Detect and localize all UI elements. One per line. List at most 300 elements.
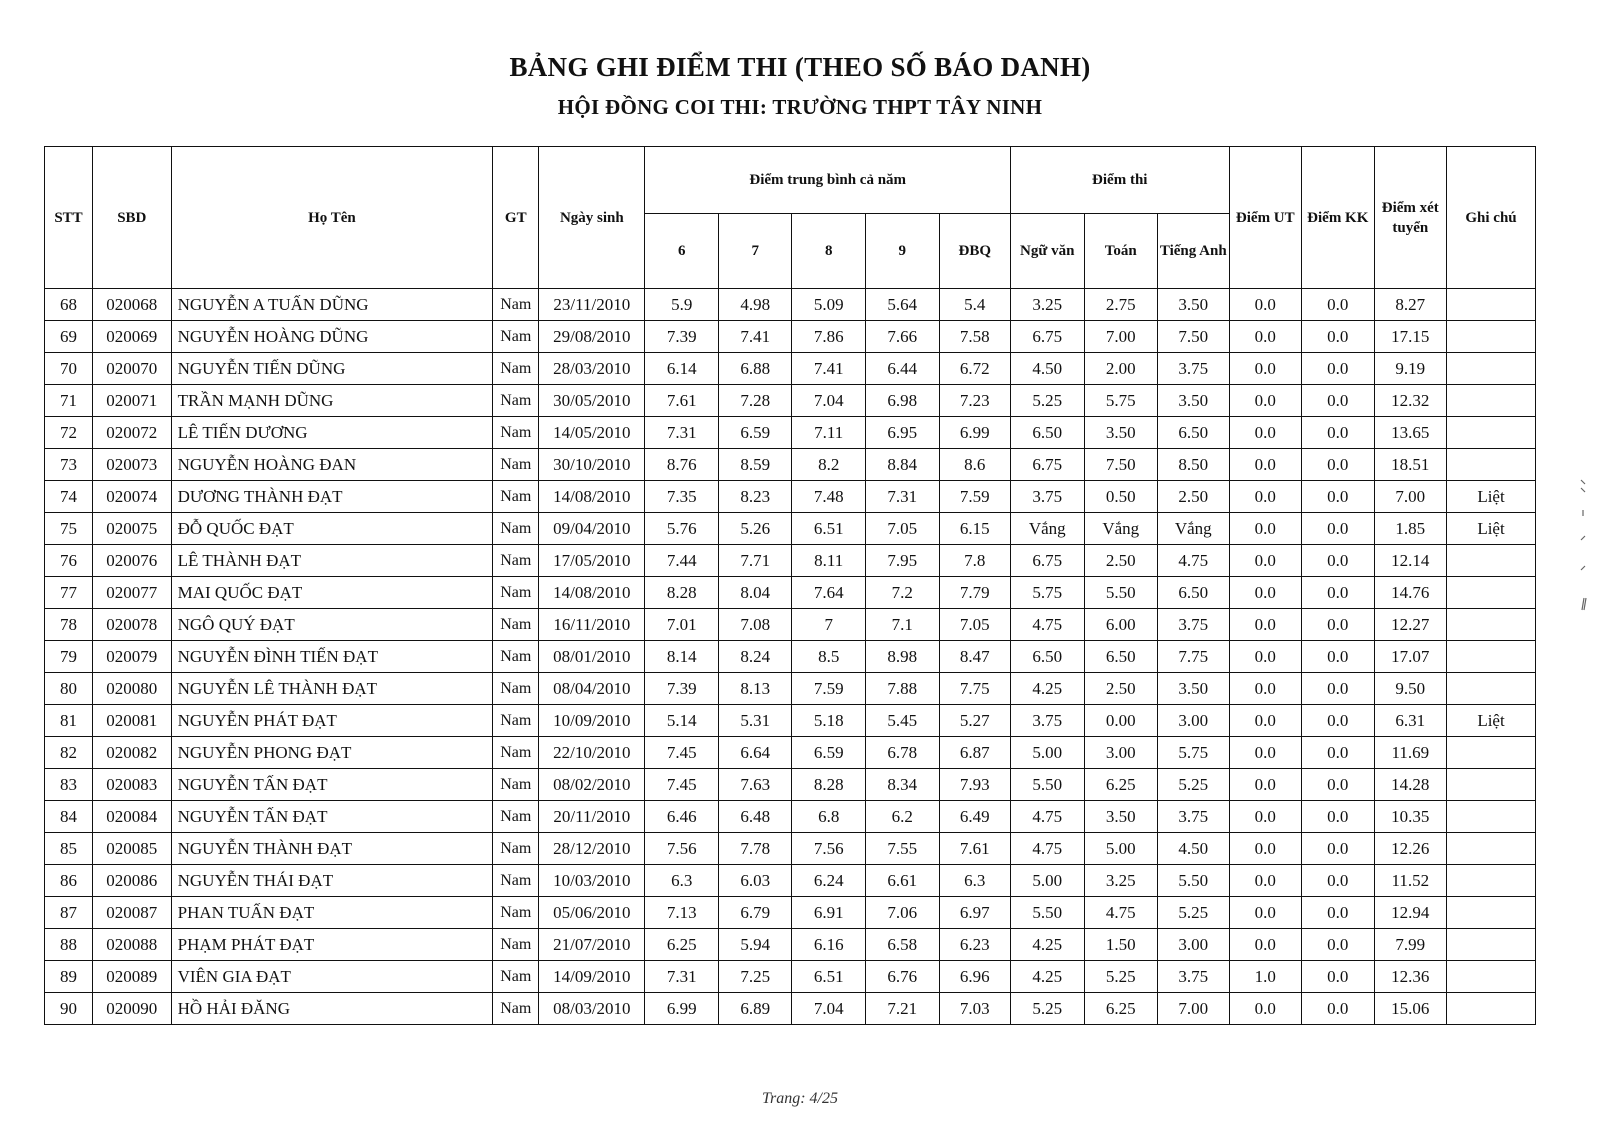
table-row <box>45 961 1536 993</box>
cell-sbd: 020068 <box>92 289 171 321</box>
cell-gt: Nam <box>493 961 539 993</box>
cell-ho-ten: NGUYỄN HOÀNG DŨNG <box>171 321 493 353</box>
cell-grade-6: 8.28 <box>645 577 719 609</box>
cell-gt: Nam <box>493 769 539 801</box>
cell-grade-7: 6.03 <box>718 865 792 897</box>
cell-ghi-chu <box>1447 321 1536 353</box>
cell-diem-xet-tuyen: 14.76 <box>1374 577 1447 609</box>
cell-diem-ut: 0.0 <box>1229 705 1302 737</box>
cell-diem-kk: 0.0 <box>1302 961 1375 993</box>
cell-toan: 1.50 <box>1084 929 1158 961</box>
cell-ghi-chu <box>1447 673 1536 705</box>
cell-diem-ut: 0.0 <box>1229 609 1302 641</box>
table-row <box>45 705 1536 737</box>
cell-grade-9: 7.95 <box>865 545 939 577</box>
cell-diem-kk: 0.0 <box>1302 897 1375 929</box>
cell-toan: 4.75 <box>1084 897 1158 929</box>
cell-dbq: 7.59 <box>939 481 1011 513</box>
cell-ngay-sinh: 08/02/2010 <box>539 769 645 801</box>
cell-grade-9: 7.66 <box>865 321 939 353</box>
cell-stt: 87 <box>45 897 93 929</box>
cell-tieng-anh: 7.75 <box>1158 641 1230 673</box>
cell-diem-ut: 0.0 <box>1229 833 1302 865</box>
cell-stt: 81 <box>45 705 93 737</box>
cell-gt: Nam <box>493 865 539 897</box>
cell-tieng-anh: 7.00 <box>1158 993 1230 1025</box>
cell-ngu-van: 3.25 <box>1011 289 1085 321</box>
cell-grade-9: 6.2 <box>865 801 939 833</box>
cell-grade-8: 8.28 <box>792 769 866 801</box>
cell-ngu-van: 3.75 <box>1011 705 1085 737</box>
cell-ngu-van: 5.50 <box>1011 897 1085 929</box>
table-row <box>45 481 1536 513</box>
cell-diem-ut: 0.0 <box>1229 801 1302 833</box>
scores-table <box>44 146 1536 1025</box>
cell-gt: Nam <box>493 417 539 449</box>
cell-grade-8: 6.8 <box>792 801 866 833</box>
cell-grade-8: 7.86 <box>792 321 866 353</box>
cell-ngu-van: 3.75 <box>1011 481 1085 513</box>
cell-ghi-chu <box>1447 609 1536 641</box>
cell-ngu-van: 5.25 <box>1011 385 1085 417</box>
table-row <box>45 321 1536 353</box>
header-stt: STT <box>45 147 93 289</box>
cell-ngu-van: Vắng <box>1011 513 1085 545</box>
table-row <box>45 385 1536 417</box>
cell-grade-8: 7.04 <box>792 385 866 417</box>
cell-diem-kk: 0.0 <box>1302 673 1375 705</box>
cell-tieng-anh: 2.50 <box>1158 481 1230 513</box>
table-row <box>45 353 1536 385</box>
cell-dbq: 7.79 <box>939 577 1011 609</box>
cell-diem-ut: 0.0 <box>1229 865 1302 897</box>
cell-grade-7: 6.89 <box>718 993 792 1025</box>
cell-ho-ten: NGUYỄN THÁI ĐẠT <box>171 865 493 897</box>
cell-grade-8: 6.16 <box>792 929 866 961</box>
cell-diem-xet-tuyen: 17.07 <box>1374 641 1447 673</box>
cell-diem-xet-tuyen: 12.26 <box>1374 833 1447 865</box>
table-row <box>45 545 1536 577</box>
cell-diem-kk: 0.0 <box>1302 609 1375 641</box>
page-number: Trang: 4/25 <box>761 1090 838 1107</box>
cell-diem-xet-tuyen: 13.65 <box>1374 417 1447 449</box>
cell-sbd: 020081 <box>92 705 171 737</box>
cell-diem-kk: 0.0 <box>1302 929 1375 961</box>
cell-ngay-sinh: 22/10/2010 <box>539 737 645 769</box>
cell-dbq: 7.05 <box>939 609 1011 641</box>
header-grade-7: 7 <box>718 214 792 289</box>
cell-grade-8: 6.91 <box>792 897 866 929</box>
cell-grade-6: 7.45 <box>645 769 719 801</box>
cell-gt: Nam <box>493 449 539 481</box>
cell-sbd: 020078 <box>92 609 171 641</box>
cell-sbd: 020087 <box>92 897 171 929</box>
cell-grade-8: 5.18 <box>792 705 866 737</box>
cell-grade-6: 6.3 <box>645 865 719 897</box>
cell-ngu-van: 6.75 <box>1011 449 1085 481</box>
cell-ghi-chu <box>1447 961 1536 993</box>
cell-toan: 5.25 <box>1084 961 1158 993</box>
cell-grade-6: 8.76 <box>645 449 719 481</box>
cell-stt: 71 <box>45 385 93 417</box>
cell-grade-7: 5.26 <box>718 513 792 545</box>
cell-grade-7: 6.79 <box>718 897 792 929</box>
header-sbd: SBD <box>92 147 171 289</box>
cell-diem-kk: 0.0 <box>1302 513 1375 545</box>
cell-ngay-sinh: 09/04/2010 <box>539 513 645 545</box>
cell-gt: Nam <box>493 833 539 865</box>
cell-diem-xet-tuyen: 6.31 <box>1374 705 1447 737</box>
cell-diem-xet-tuyen: 7.99 <box>1374 929 1447 961</box>
cell-toan: 3.25 <box>1084 865 1158 897</box>
cell-grade-8: 6.51 <box>792 513 866 545</box>
cell-sbd: 020083 <box>92 769 171 801</box>
cell-stt: 89 <box>45 961 93 993</box>
cell-grade-8: 6.51 <box>792 961 866 993</box>
header-ghi-chu: Ghi chú <box>1447 147 1536 289</box>
cell-ngu-van: 5.00 <box>1011 865 1085 897</box>
cell-diem-xet-tuyen: 10.35 <box>1374 801 1447 833</box>
cell-grade-8: 7 <box>792 609 866 641</box>
cell-gt: Nam <box>493 993 539 1025</box>
cell-tieng-anh: 3.75 <box>1158 801 1230 833</box>
cell-toan: 2.75 <box>1084 289 1158 321</box>
cell-gt: Nam <box>493 673 539 705</box>
cell-ngay-sinh: 20/11/2010 <box>539 801 645 833</box>
cell-grade-8: 6.24 <box>792 865 866 897</box>
cell-grade-7: 6.88 <box>718 353 792 385</box>
cell-diem-kk: 0.0 <box>1302 353 1375 385</box>
cell-grade-6: 7.44 <box>645 545 719 577</box>
cell-ho-ten: DƯƠNG THÀNH ĐẠT <box>171 481 493 513</box>
cell-ho-ten: LÊ THÀNH ĐẠT <box>171 545 493 577</box>
cell-grade-8: 8.5 <box>792 641 866 673</box>
cell-toan: 7.00 <box>1084 321 1158 353</box>
cell-dbq: 7.75 <box>939 673 1011 705</box>
cell-ghi-chu <box>1447 993 1536 1025</box>
cell-sbd: 020082 <box>92 737 171 769</box>
table-row <box>45 417 1536 449</box>
cell-ngu-van: 6.50 <box>1011 641 1085 673</box>
cell-ghi-chu <box>1447 417 1536 449</box>
cell-diem-ut: 0.0 <box>1229 449 1302 481</box>
cell-grade-6: 8.14 <box>645 641 719 673</box>
cell-dbq: 7.61 <box>939 833 1011 865</box>
cell-gt: Nam <box>493 353 539 385</box>
cell-stt: 90 <box>45 993 93 1025</box>
cell-grade-7: 5.94 <box>718 929 792 961</box>
cell-ngu-van: 6.75 <box>1011 545 1085 577</box>
cell-grade-8: 7.56 <box>792 833 866 865</box>
cell-ngu-van: 4.25 <box>1011 929 1085 961</box>
cell-ngay-sinh: 14/08/2010 <box>539 577 645 609</box>
cell-sbd: 020073 <box>92 449 171 481</box>
cell-grade-7: 7.63 <box>718 769 792 801</box>
cell-grade-6: 7.56 <box>645 833 719 865</box>
cell-diem-ut: 0.0 <box>1229 577 1302 609</box>
header-ngay-sinh: Ngày sinh <box>539 147 645 289</box>
cell-grade-9: 8.34 <box>865 769 939 801</box>
cell-grade-7: 8.13 <box>718 673 792 705</box>
cell-grade-7: 8.59 <box>718 449 792 481</box>
cell-grade-9: 7.88 <box>865 673 939 705</box>
cell-grade-6: 6.14 <box>645 353 719 385</box>
cell-ho-ten: NGUYỄN LÊ THÀNH ĐẠT <box>171 673 493 705</box>
cell-grade-8: 7.04 <box>792 993 866 1025</box>
header-diem-ut: Điểm UT <box>1229 147 1302 289</box>
cell-tieng-anh: 3.50 <box>1158 673 1230 705</box>
cell-dbq: 7.58 <box>939 321 1011 353</box>
header-dbq: ĐBQ <box>939 214 1011 289</box>
cell-diem-ut: 0.0 <box>1229 737 1302 769</box>
cell-dbq: 8.47 <box>939 641 1011 673</box>
cell-diem-ut: 0.0 <box>1229 897 1302 929</box>
cell-diem-xet-tuyen: 8.27 <box>1374 289 1447 321</box>
cell-grade-7: 7.25 <box>718 961 792 993</box>
cell-tieng-anh: 3.00 <box>1158 705 1230 737</box>
cell-ngay-sinh: 17/05/2010 <box>539 545 645 577</box>
cell-gt: Nam <box>493 801 539 833</box>
cell-gt: Nam <box>493 737 539 769</box>
cell-dbq: 6.87 <box>939 737 1011 769</box>
cell-ho-ten: VIÊN GIA ĐẠT <box>171 961 493 993</box>
cell-dbq: 6.3 <box>939 865 1011 897</box>
header-toan: Toán <box>1084 214 1158 289</box>
cell-diem-xet-tuyen: 14.28 <box>1374 769 1447 801</box>
cell-diem-xet-tuyen: 7.00 <box>1374 481 1447 513</box>
cell-diem-kk: 0.0 <box>1302 865 1375 897</box>
cell-ngu-van: 5.50 <box>1011 769 1085 801</box>
cell-ho-ten: LÊ TIẾN DƯƠNG <box>171 417 493 449</box>
cell-sbd: 020071 <box>92 385 171 417</box>
cell-ngu-van: 4.50 <box>1011 353 1085 385</box>
cell-ngay-sinh: 08/04/2010 <box>539 673 645 705</box>
cell-grade-6: 5.14 <box>645 705 719 737</box>
cell-dbq: 6.23 <box>939 929 1011 961</box>
cell-grade-6: 6.99 <box>645 993 719 1025</box>
cell-ho-ten: NGUYỄN A TUẤN DŨNG <box>171 289 493 321</box>
cell-ngay-sinh: 05/06/2010 <box>539 897 645 929</box>
cell-ghi-chu <box>1447 769 1536 801</box>
table-row <box>45 897 1536 929</box>
cell-sbd: 020077 <box>92 577 171 609</box>
cell-tieng-anh: 5.25 <box>1158 897 1230 929</box>
cell-dbq: 6.97 <box>939 897 1011 929</box>
cell-grade-6: 6.25 <box>645 929 719 961</box>
cell-ghi-chu <box>1447 577 1536 609</box>
cell-ghi-chu <box>1447 833 1536 865</box>
cell-diem-kk: 0.0 <box>1302 385 1375 417</box>
cell-grade-9: 6.78 <box>865 737 939 769</box>
cell-diem-xet-tuyen: 12.14 <box>1374 545 1447 577</box>
table-row <box>45 769 1536 801</box>
cell-ngu-van: 5.75 <box>1011 577 1085 609</box>
cell-diem-ut: 0.0 <box>1229 385 1302 417</box>
cell-grade-7: 8.24 <box>718 641 792 673</box>
cell-stt: 78 <box>45 609 93 641</box>
cell-ho-ten: NGUYỄN HOÀNG ĐAN <box>171 449 493 481</box>
cell-sbd: 020086 <box>92 865 171 897</box>
cell-dbq: 7.03 <box>939 993 1011 1025</box>
cell-grade-9: 7.31 <box>865 481 939 513</box>
cell-dbq: 7.23 <box>939 385 1011 417</box>
cell-diem-kk: 0.0 <box>1302 641 1375 673</box>
cell-diem-xet-tuyen: 12.94 <box>1374 897 1447 929</box>
cell-grade-6: 5.76 <box>645 513 719 545</box>
cell-grade-9: 7.2 <box>865 577 939 609</box>
table-body <box>45 289 1536 1025</box>
cell-ho-ten: TRẦN MẠNH DŨNG <box>171 385 493 417</box>
cell-grade-9: 7.55 <box>865 833 939 865</box>
cell-stt: 84 <box>45 801 93 833</box>
cell-grade-6: 7.31 <box>645 417 719 449</box>
page-title: BẢNG GHI ĐIỂM THI (THEO SỐ BÁO DANH) <box>509 52 1091 82</box>
table-row <box>45 289 1536 321</box>
cell-grade-9: 7.21 <box>865 993 939 1025</box>
table-row <box>45 641 1536 673</box>
cell-toan: 6.00 <box>1084 609 1158 641</box>
cell-grade-7: 4.98 <box>718 289 792 321</box>
cell-diem-kk: 0.0 <box>1302 449 1375 481</box>
cell-diem-kk: 0.0 <box>1302 705 1375 737</box>
cell-diem-xet-tuyen: 12.27 <box>1374 609 1447 641</box>
cell-diem-ut: 0.0 <box>1229 673 1302 705</box>
cell-tieng-anh: 5.75 <box>1158 737 1230 769</box>
cell-ghi-chu: Liệt <box>1447 705 1536 737</box>
cell-ngay-sinh: 10/03/2010 <box>539 865 645 897</box>
cell-ho-ten: HỒ HẢI ĐĂNG <box>171 993 493 1025</box>
cell-ho-ten: NGUYỄN TẤN ĐẠT <box>171 769 493 801</box>
cell-ngu-van: 4.25 <box>1011 961 1085 993</box>
cell-gt: Nam <box>493 513 539 545</box>
cell-tieng-anh: 3.75 <box>1158 961 1230 993</box>
cell-grade-7: 8.04 <box>718 577 792 609</box>
cell-stt: 79 <box>45 641 93 673</box>
cell-toan: 3.00 <box>1084 737 1158 769</box>
cell-grade-8: 7.48 <box>792 481 866 513</box>
cell-dbq: 6.49 <box>939 801 1011 833</box>
cell-gt: Nam <box>493 385 539 417</box>
cell-ho-ten: NGÔ QUÝ ĐẠT <box>171 609 493 641</box>
cell-grade-7: 5.31 <box>718 705 792 737</box>
cell-tieng-anh: 6.50 <box>1158 577 1230 609</box>
cell-sbd: 020080 <box>92 673 171 705</box>
cell-diem-xet-tuyen: 17.15 <box>1374 321 1447 353</box>
cell-sbd: 020089 <box>92 961 171 993</box>
cell-stt: 83 <box>45 769 93 801</box>
cell-ngay-sinh: 14/09/2010 <box>539 961 645 993</box>
cell-grade-9: 6.58 <box>865 929 939 961</box>
cell-ghi-chu <box>1447 641 1536 673</box>
cell-ngu-van: 5.00 <box>1011 737 1085 769</box>
cell-sbd: 020084 <box>92 801 171 833</box>
cell-ho-ten: ĐỖ QUỐC ĐẠT <box>171 513 493 545</box>
cell-grade-6: 7.01 <box>645 609 719 641</box>
cell-ngay-sinh: 14/05/2010 <box>539 417 645 449</box>
cell-ghi-chu <box>1447 737 1536 769</box>
scan-edge-mark <box>1578 470 1588 630</box>
cell-ngu-van: 5.25 <box>1011 993 1085 1025</box>
cell-diem-kk: 0.0 <box>1302 481 1375 513</box>
cell-ho-ten: PHẠM PHÁT ĐẠT <box>171 929 493 961</box>
header-ho-ten: Họ Tên <box>171 147 493 289</box>
cell-toan: 5.50 <box>1084 577 1158 609</box>
table-row <box>45 513 1536 545</box>
cell-diem-ut: 0.0 <box>1229 993 1302 1025</box>
cell-stt: 72 <box>45 417 93 449</box>
cell-ho-ten: NGUYỄN THÀNH ĐẠT <box>171 833 493 865</box>
cell-diem-xet-tuyen: 9.50 <box>1374 673 1447 705</box>
cell-tieng-anh: 4.50 <box>1158 833 1230 865</box>
cell-grade-6: 7.31 <box>645 961 719 993</box>
cell-diem-xet-tuyen: 11.52 <box>1374 865 1447 897</box>
cell-ho-ten: PHAN TUẤN ĐẠT <box>171 897 493 929</box>
cell-ho-ten: NGUYỄN PHONG ĐẠT <box>171 737 493 769</box>
table-row <box>45 993 1536 1025</box>
cell-toan: 5.00 <box>1084 833 1158 865</box>
cell-tieng-anh: 3.00 <box>1158 929 1230 961</box>
cell-grade-8: 6.59 <box>792 737 866 769</box>
cell-diem-xet-tuyen: 1.85 <box>1374 513 1447 545</box>
table-row <box>45 833 1536 865</box>
cell-ho-ten: NGUYỄN TIẾN DŨNG <box>171 353 493 385</box>
cell-tieng-anh: 7.50 <box>1158 321 1230 353</box>
cell-ngay-sinh: 08/01/2010 <box>539 641 645 673</box>
cell-grade-6: 7.39 <box>645 321 719 353</box>
cell-grade-7: 7.71 <box>718 545 792 577</box>
cell-stt: 68 <box>45 289 93 321</box>
cell-toan: 2.00 <box>1084 353 1158 385</box>
cell-grade-9: 7.05 <box>865 513 939 545</box>
cell-sbd: 020075 <box>92 513 171 545</box>
cell-grade-7: 7.08 <box>718 609 792 641</box>
cell-grade-7: 6.48 <box>718 801 792 833</box>
cell-toan: Vắng <box>1084 513 1158 545</box>
table-row <box>45 801 1536 833</box>
header-grade-9: 9 <box>865 214 939 289</box>
cell-diem-ut: 0.0 <box>1229 545 1302 577</box>
header-ngu-van: Ngữ văn <box>1011 214 1085 289</box>
cell-ho-ten: NGUYỄN PHÁT ĐẠT <box>171 705 493 737</box>
cell-grade-8: 5.09 <box>792 289 866 321</box>
cell-ngu-van: 6.75 <box>1011 321 1085 353</box>
cell-diem-kk: 0.0 <box>1302 801 1375 833</box>
cell-ghi-chu <box>1447 545 1536 577</box>
cell-stt: 69 <box>45 321 93 353</box>
cell-dbq: 6.99 <box>939 417 1011 449</box>
cell-dbq: 5.27 <box>939 705 1011 737</box>
cell-stt: 88 <box>45 929 93 961</box>
cell-ngay-sinh: 30/10/2010 <box>539 449 645 481</box>
cell-tieng-anh: 8.50 <box>1158 449 1230 481</box>
cell-grade-8: 7.41 <box>792 353 866 385</box>
header-diem-thi: Điểm thi <box>1011 147 1230 214</box>
cell-ghi-chu <box>1447 353 1536 385</box>
table-row <box>45 449 1536 481</box>
cell-stt: 74 <box>45 481 93 513</box>
cell-tieng-anh: 3.75 <box>1158 353 1230 385</box>
cell-grade-8: 8.2 <box>792 449 866 481</box>
cell-toan: 3.50 <box>1084 801 1158 833</box>
cell-grade-6: 7.61 <box>645 385 719 417</box>
cell-dbq: 8.6 <box>939 449 1011 481</box>
cell-sbd: 020090 <box>92 993 171 1025</box>
cell-stt: 73 <box>45 449 93 481</box>
cell-grade-7: 7.28 <box>718 385 792 417</box>
cell-gt: Nam <box>493 897 539 929</box>
cell-gt: Nam <box>493 577 539 609</box>
cell-stt: 70 <box>45 353 93 385</box>
